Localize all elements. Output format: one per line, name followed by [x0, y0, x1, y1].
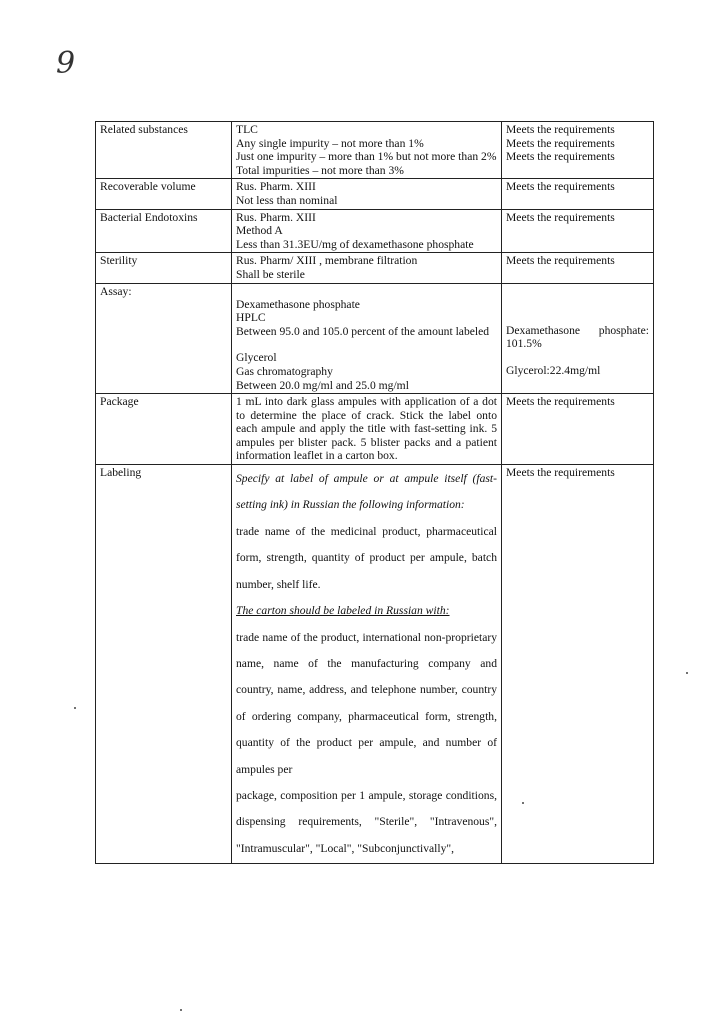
- test-spec: Rus. Pharm. XIII Method A Less than 31.3EU/mg of dexamethasone phosphate: [232, 209, 502, 253]
- table-row: [96, 253, 654, 283]
- table-row: [96, 394, 654, 465]
- test-spec: [232, 122, 502, 179]
- test-name: Package: [96, 394, 232, 465]
- spec-line: Just one impurity – more than 1% but not more than 2%: [236, 150, 497, 164]
- test-name: Sterility: [96, 253, 232, 283]
- test-name: Bacterial Endotoxins: [96, 209, 232, 253]
- table-row: [96, 122, 654, 179]
- test-spec: Rus. Pharm/ XIII , membrane filtration Shall be sterile: [232, 253, 502, 283]
- spec-line: Total impurities – not more than 3%: [236, 163, 404, 177]
- table-row: [96, 209, 654, 253]
- test-result: Meets the requirements: [502, 179, 654, 209]
- test-result: Meets the requirements: [502, 394, 654, 465]
- test-result: Meets the requirements: [502, 253, 654, 283]
- page-number-mark: 9: [56, 46, 76, 81]
- test-result: Meets the requirements: [502, 209, 654, 253]
- test-spec: Dexamethasone phosphate HPLC Between 95.0 and 105.0 percent of the amount labeled Glycerol Gas chromatography Between 20.0 mg/ml and 25.0 mg/ml: [232, 283, 502, 394]
- test-result: Dexamethasone phosphate: 101.5% Glycerol:22.4mg/ml: [502, 283, 654, 394]
- scan-speck: [180, 1009, 182, 1011]
- scan-speck: [686, 672, 688, 674]
- test-spec: Rus. Pharm. XIII Not less than nominal: [232, 179, 502, 209]
- test-name: Assay:: [96, 283, 232, 394]
- test-name: Labeling: [96, 465, 232, 864]
- scan-speck: [522, 802, 524, 804]
- specification-table: [95, 121, 654, 864]
- test-name: Recoverable volume: [96, 179, 232, 209]
- scan-speck: [74, 707, 76, 709]
- table-row: [96, 179, 654, 209]
- test-result: Meets the requirements Meets the requirements Meets the requirements: [502, 122, 654, 179]
- test-name: Related substances: [96, 122, 232, 179]
- test-result: Meets the requirements: [502, 465, 654, 864]
- table-row: [96, 283, 654, 394]
- spec-method: TLC: [236, 123, 258, 136]
- spec-line: Any single impurity – not more than 1%: [236, 136, 424, 150]
- test-spec: Specify at label of ampule or at ampule itself (fast-setting ink) in Russian the following information: trade name of the medicinal product, pharmaceutical form, strength, quantity of product per ampule, batch number, shelf life. The carton should be labeled in Russian with: trade name of the product, international non-proprietary name, name of the manufacturing company and country, name, address, and telephone number, country of ordering company, pharmaceutical form, strength, quantity of the product per ampule, and number of ampules per package, composition per 1 ampule, storage conditions, dispensing requirements, "Sterile", "Intravenous", "Intramuscular", "Local", "Subconjunctivally",: [232, 465, 502, 864]
- test-spec: 1 mL into dark glass ampules with application of a dot to determine the place of crack. Stick the label onto each ampule and apply the title with fast-setting ink. 5 ampules per blister pack. 5 blister packs and a patient information leaflet in a carton box.: [232, 394, 502, 465]
- table-row: [96, 465, 654, 864]
